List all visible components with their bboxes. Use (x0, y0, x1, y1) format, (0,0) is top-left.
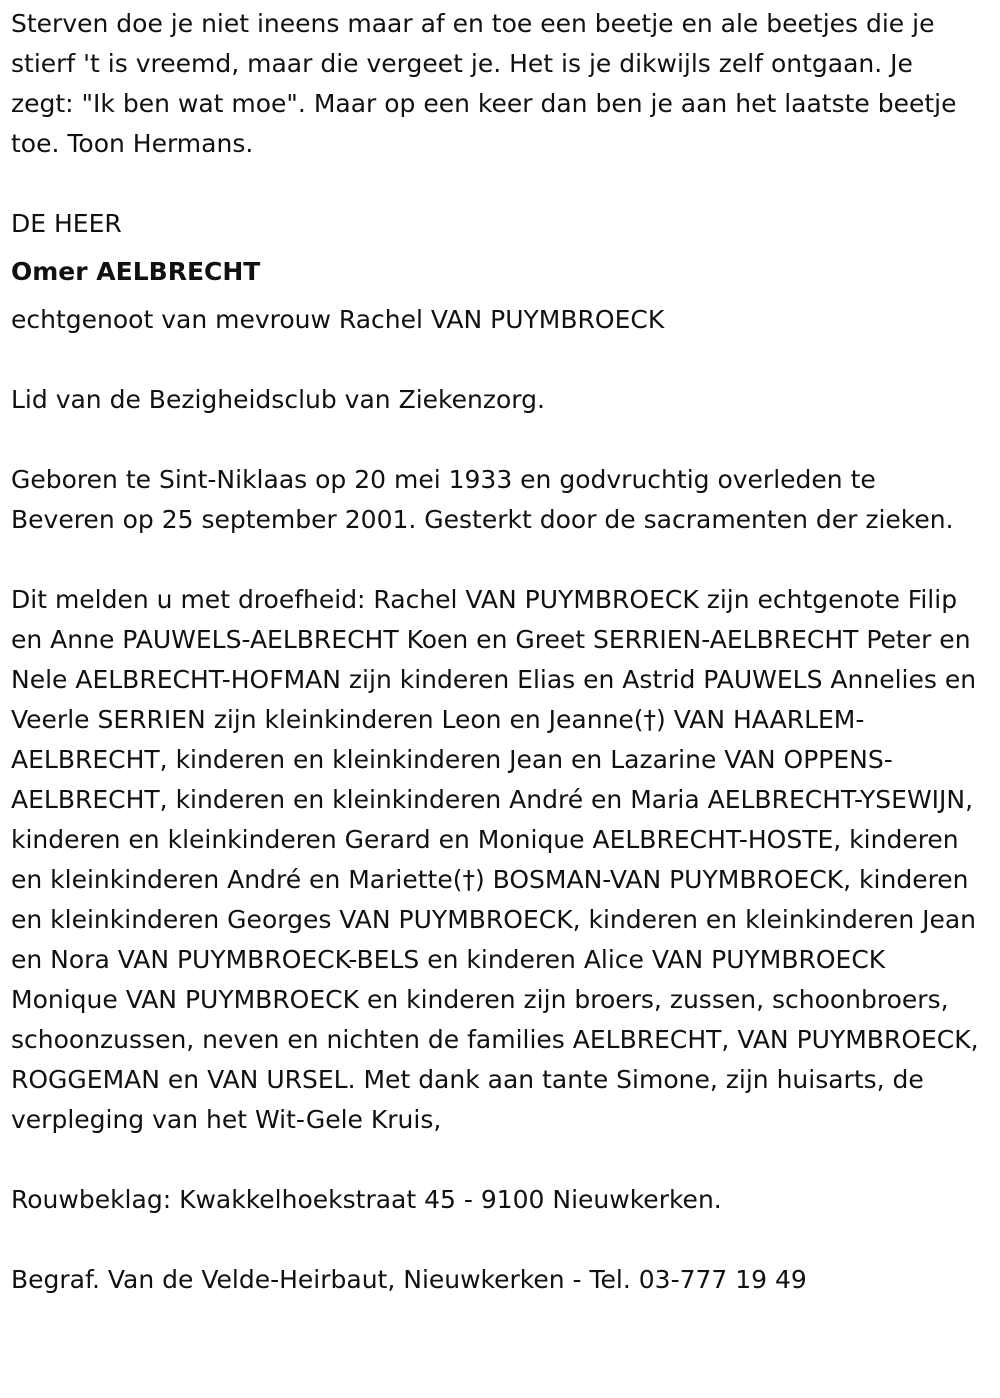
spacer (11, 340, 983, 380)
deceased-name: Omer AELBRECHT (11, 257, 261, 286)
family-announcement-paragraph: Dit melden u met droefheid: Rachel VAN PUYMBROECK zijn echtgenote Filip en Anne PAUWELS-AELBRECHT Koen en Greet SERRIEN-AELBRECHT Peter en Nele AELBRECHT-HOFMAN zijn kinderen Elias en Astrid PAUWELS Annelies en Veerle SERRIEN zijn kleinkinderen Leon en Jeanne(†) VAN HAARLEM-AELBRECHT, kinderen en kleinkinderen Jean en Lazarine VAN OPPENS-AELBRECHT, kinderen en kleinkinderen André en Maria AELBRECHT-YSEWIJN, kinderen en kleinkinderen Gerard en Monique AELBRECHT-HOSTE, kinderen en kleinkinderen André en Mariette(†) BOSMAN-VAN PUYMBROECK, kinderen en kleinkinderen Georges VAN PUYMBROECK, kinderen en kleinkinderen Jean en Nora VAN PUYMBROECK-BELS en kinderen Alice VAN PUYMBROECK Monique VAN PUYMBROECK en kinderen zijn broers, zussen, schoonbroers, schoonzussen, neven en nichten de families AELBRECHT, VAN PUYMBROECK, ROGGEMAN en VAN URSEL. Met dank aan tante Simone, zijn huisarts, de verpleging van het Wit-Gele Kruis, (11, 585, 979, 1134)
title-prefix: DE HEER (11, 209, 122, 238)
spacer (11, 540, 983, 580)
funeral-home-line: Begraf. Van de Velde-Heirbaut, Nieuwkerken - Tel. 03-777 19 49 (11, 1265, 807, 1294)
spacer (11, 420, 983, 460)
membership-line: Lid van de Bezigheidsclub van Ziekenzorg. (11, 385, 545, 414)
obituary-document (11, 4, 983, 1300)
birth-death-paragraph: Geboren te Sint-Niklaas op 20 mei 1933 en godvruchtig overleden te Beveren op 25 september 2001. Gesterkt door de sacramenten der zieken. (11, 465, 954, 534)
spacer (11, 164, 983, 204)
spacer (11, 1220, 983, 1260)
spacer (11, 1140, 983, 1180)
quote-paragraph: Sterven doe je niet ineens maar af en toe een beetje en ale beetjes die je stierf 't is vreemd, maar die vergeet je. Het is je dikwijls zelf ontgaan. Je zegt: "Ik ben wat moe". Maar op een keer dan ben je aan het laatste beetje toe. Toon Hermans. (11, 9, 957, 158)
spouse-line: echtgenoot van mevrouw Rachel VAN PUYMBROECK (11, 305, 665, 334)
mourning-address-line: Rouwbeklag: Kwakkelhoekstraat 45 - 9100 Nieuwkerken. (11, 1185, 722, 1214)
